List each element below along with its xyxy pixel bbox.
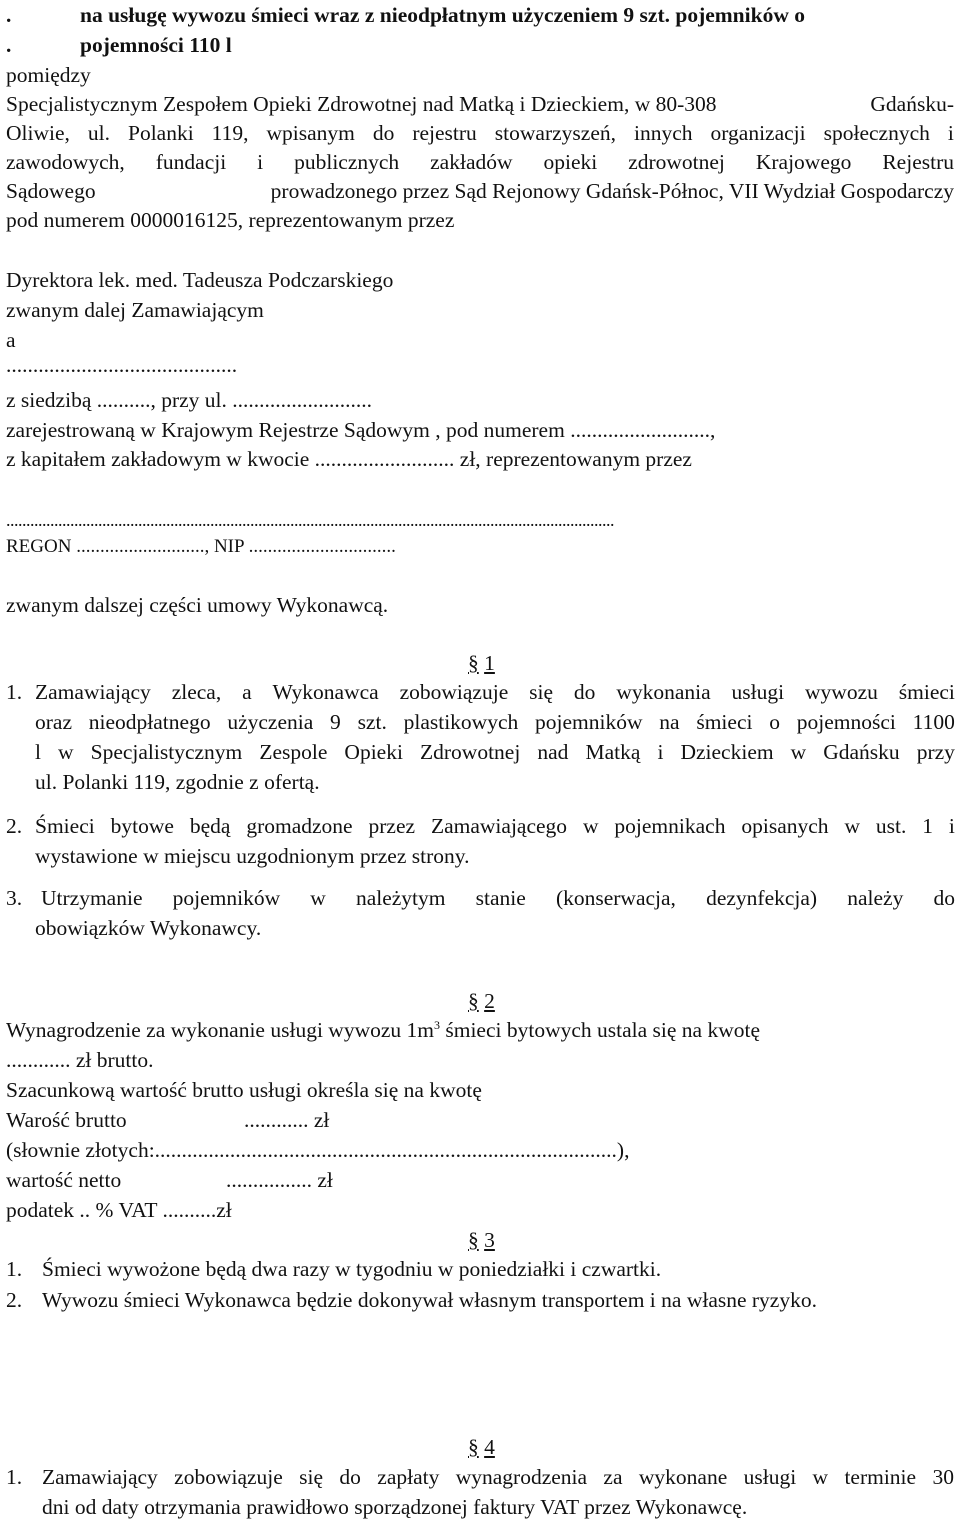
- word: użyczenia: [227, 710, 314, 734]
- word: Rejestru: [882, 150, 954, 174]
- word: wykonane: [638, 1465, 728, 1489]
- word: nad: [537, 740, 569, 764]
- word: fundacji: [155, 150, 227, 174]
- word: 30: [932, 1465, 954, 1489]
- word: Dzieckiem: [680, 740, 774, 764]
- header-bullet-1: .: [6, 3, 12, 27]
- called-contractor-line: zwanym dalszej części umowy Wykonawcą.: [6, 593, 389, 617]
- between-label: pomiędzy: [6, 63, 91, 87]
- word: Utrzymanie: [41, 886, 143, 910]
- s2-rate-line: Wynagrodzenie za wykonanie usługi wywozu $1m^3$ śmieci bytowych ustala się na kwotę: [6, 1018, 761, 1042]
- word: zawodowych,: [6, 150, 125, 174]
- word: w: [844, 814, 860, 838]
- word: 9: [330, 710, 341, 734]
- word: zakładów: [430, 150, 513, 174]
- seat-line: z siedzibą .........., przy ul. ..........................: [6, 388, 373, 412]
- word: śmieci: [696, 710, 753, 734]
- word: (konserwacja,: [555, 886, 676, 910]
- word: organizacji: [710, 121, 806, 145]
- word: do: [372, 121, 395, 145]
- s4-item1-line2: dni od daty otrzymania prawidłowo sporządzonej faktury VAT przez Wykonawcę.: [42, 1495, 748, 1519]
- s4-item1-line1: [42, 1462, 954, 1492]
- word: zdrowotnej: [628, 150, 725, 174]
- word: do: [339, 1465, 361, 1489]
- s4-item1-number: 1.: [6, 1465, 23, 1489]
- s2-rate-amount: ............ zł brutto.: [6, 1048, 154, 1072]
- section-1-heading: § 1: [468, 651, 495, 675]
- word: prowadzonego przez Sąd Rejonowy Gdańsk-Północ, VII Wydział Gospodarczy: [270, 179, 954, 203]
- word: należytym: [355, 886, 446, 910]
- word: Polanki: [127, 121, 194, 145]
- word: bytowe: [110, 814, 174, 838]
- word: usługi: [731, 680, 785, 704]
- word: i: [657, 740, 664, 764]
- s2-gross-row: Warość brutto ............ zł: [6, 1108, 330, 1132]
- word: Zdrowotnej: [420, 740, 521, 764]
- word: ul.: [87, 121, 110, 145]
- word: Śmieci: [35, 814, 95, 838]
- word: będą: [189, 814, 231, 838]
- word: nieodpłatnego: [88, 710, 211, 734]
- party1-line2: [6, 118, 954, 148]
- word: Specjalistycznym: [90, 740, 243, 764]
- regon-nip-line: REGON ..........................., NIP ...............................: [6, 536, 396, 557]
- word: wykonania: [616, 680, 711, 704]
- s3-item2-text: Wywozu śmieci Wykonawca będzie dokonywał własnym transportem i na własne ryzyko.: [42, 1288, 817, 1312]
- word: publicznych: [294, 150, 400, 174]
- header-bullet-2: .: [6, 33, 12, 57]
- party1-line1: Specjalistycznym Zespołem Opieki Zdrowotnej nad Matką i Dzieckiem, w 80-308 Gdańsku-: [6, 92, 954, 116]
- word: Zamawiającego: [430, 814, 568, 838]
- word: wpisanym: [266, 121, 355, 145]
- word: Gdańsku: [823, 740, 900, 764]
- word: i: [948, 814, 955, 838]
- director-line: Dyrektora lek. med. Tadeusza Podczarskiego: [6, 268, 394, 292]
- word: Krajowego: [755, 150, 852, 174]
- s1-item1-line4: ul. Polanki 119, zgodnie z ofertą.: [35, 770, 320, 794]
- word: opisanych: [741, 814, 829, 838]
- called-client-line: zwanym dalej Zamawiającym: [6, 298, 264, 322]
- word: stanie: [475, 886, 526, 910]
- word: dezynfekcja): [706, 886, 818, 910]
- word: przez: [368, 814, 416, 838]
- word: Sądowego: [6, 179, 96, 203]
- word: wywozu: [805, 680, 878, 704]
- s3-item2-number: 2.: [6, 1288, 23, 1312]
- word: rejestru: [412, 121, 477, 145]
- word: terminie: [844, 1465, 917, 1489]
- word: Matką: [585, 740, 641, 764]
- word: i: [947, 121, 954, 145]
- capital-line: z kapitałem zakładowym w kwocie .......................... zł, reprezentowanym przez: [6, 447, 692, 471]
- word: gromadzone: [246, 814, 353, 838]
- word: o: [769, 710, 780, 734]
- s1-item1-line1: [35, 677, 955, 707]
- s1-item2-line1: [35, 811, 955, 841]
- party1-line3: [6, 147, 954, 177]
- word: Zespole: [259, 740, 328, 764]
- header-line-2: pojemności 110 l: [80, 33, 232, 57]
- word: Oliwie,: [6, 121, 70, 145]
- word: na: [659, 710, 680, 734]
- s1-item2-number: 2.: [6, 814, 23, 838]
- word: i: [257, 150, 264, 174]
- s1-item3-line2: obowiązków Wykonawcy.: [35, 916, 262, 940]
- word: się: [529, 680, 554, 704]
- word: pojemników: [172, 886, 281, 910]
- word: za: [603, 1465, 623, 1489]
- party1-line5: pod numerem 0000016125, reprezentowanym przez: [6, 208, 455, 232]
- section-2-heading: § 2: [468, 989, 495, 1013]
- word: stowarzyszeń,: [494, 121, 616, 145]
- word: 119,: [211, 121, 249, 145]
- word: plastikowych: [403, 710, 519, 734]
- s1-item3-number: 3.: [6, 886, 23, 910]
- word: ust.: [875, 814, 907, 838]
- s2-vat-line: podatek .. % VAT ..........zł: [6, 1198, 232, 1222]
- s1-item1-line3: [35, 737, 955, 767]
- word: w: [812, 1465, 829, 1489]
- word: do: [573, 680, 596, 704]
- word: Zamawiający: [35, 680, 151, 704]
- s2-net-row: wartość netto ................ zł: [6, 1168, 333, 1192]
- word: pojemników: [535, 710, 643, 734]
- section-3-heading: § 3: [468, 1228, 495, 1252]
- word: zapłaty: [377, 1465, 440, 1489]
- word: Zamawiający: [42, 1465, 158, 1489]
- word: w: [790, 740, 807, 764]
- word: wynagrodzenia: [455, 1465, 588, 1489]
- and-line: a: [6, 328, 16, 352]
- s2-words-line: (słownie złotych:......................................................................................),: [6, 1138, 630, 1162]
- registered-line: zarejestrowaną w Krajowym Rejestrze Sądowym , pod numerem ..........................,: [6, 418, 716, 442]
- word: w: [58, 740, 74, 764]
- word: zleca,: [171, 680, 222, 704]
- word: szt.: [357, 710, 387, 734]
- word: usługi: [743, 1465, 797, 1489]
- word: do: [933, 886, 955, 910]
- word: pojemności: [796, 710, 896, 734]
- word: zobowiązuje: [174, 1465, 283, 1489]
- word: się: [299, 1465, 324, 1489]
- s1-item2-line2: wystawione w miejscu uzgodnionym przez strony.: [35, 844, 470, 868]
- word: Opieki: [344, 740, 403, 764]
- word: a: [242, 680, 252, 704]
- word: 1: [922, 814, 934, 838]
- contractor-name-blank: ...........................................: [6, 353, 238, 377]
- word: społecznych: [823, 121, 930, 145]
- s1-item1-line2: [35, 707, 955, 737]
- s3-item1-number: 1.: [6, 1257, 23, 1281]
- section-4-heading: § 4: [468, 1435, 495, 1459]
- word: Wykonawca: [272, 680, 379, 704]
- word: pojemnikach: [614, 814, 726, 838]
- word: śmieci: [898, 680, 955, 704]
- word: należy: [847, 886, 904, 910]
- word: przy: [916, 740, 955, 764]
- word: 1100: [912, 710, 955, 734]
- s1-item1-number: 1.: [6, 680, 23, 704]
- word: zobowiązuje: [399, 680, 509, 704]
- word: w: [582, 814, 599, 838]
- word: w: [310, 886, 326, 910]
- s1-item3-line1: [41, 883, 955, 913]
- word: innych: [633, 121, 693, 145]
- word: l: [35, 740, 41, 764]
- header-line-1: na usługę wywozu śmieci wraz z nieodpłatnym użyczeniem 9 szt. pojemników o: [80, 3, 805, 27]
- word: oraz: [35, 710, 72, 734]
- word: opieki: [543, 150, 598, 174]
- party1-line4: [6, 176, 954, 206]
- representative-blank: ........................................................................................................................................................: [6, 510, 614, 530]
- s3-item1-text: Śmieci wywożone będą dwa razy w tygodniu w poniedziałki i czwartki.: [42, 1257, 662, 1281]
- s2-estimate-line: Szacunkową wartość brutto usługi określa się na kwotę: [6, 1078, 482, 1102]
